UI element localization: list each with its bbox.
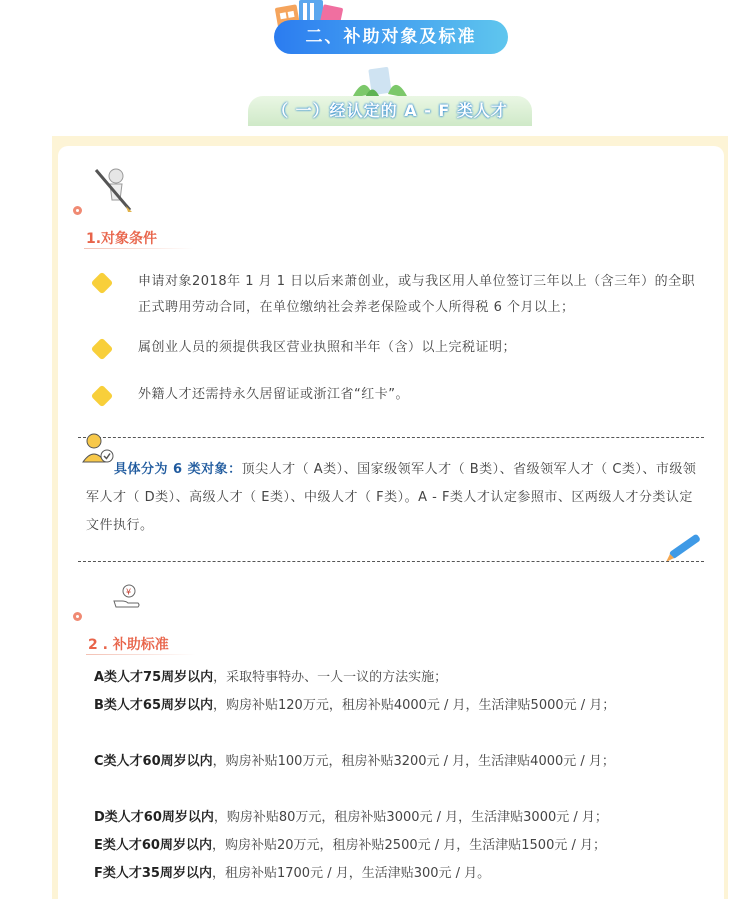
section-bullet-dot [73,206,82,215]
standard-label: F类人才35周岁以内 [94,866,212,881]
plant-deco-icon [350,64,410,100]
standard-row [94,664,694,692]
subsection-title-banner: （ 一）经认定的 A - F 类人才 [248,96,532,126]
standard-row [94,860,694,888]
standard-text: ，租房补贴1700元 / 月，生活津贴300元 / 月。 [211,866,491,881]
standard-text: ，购房补贴20万元，租房补贴2500元 / 月，生活津贴1500元 / 月； [211,838,606,853]
standard-label: A类人才75周岁以内 [94,670,214,685]
section-bullet-dot [73,612,82,621]
standard-label: D类人才60周岁以内 [94,810,214,825]
pen-icon [664,530,704,564]
condition-item: 外籍人才还需持永久居留证或浙江省“红卡”。 [138,387,409,402]
categories-lead: 具体分为 6 类对象： [114,462,242,477]
standard-text: ，购房补贴100万元，租房补贴3200元 / 月，生活津贴4000元 / 月； [212,754,615,769]
standard-row [94,832,694,860]
dashed-divider [78,561,704,562]
title-underline [84,248,194,249]
pencil-figure-icon [90,166,134,214]
svg-text:¥: ¥ [126,587,132,597]
standards-title: 2 . 补助标准 [88,637,169,653]
categories-text: 顶尖人才（ A类）、国家级领军人才（ B类）、省级领军人才（ C类）、市级领军人才（ D类）、高级人才（ E类）、中级人才（ F类）。A - F类人才认定参照市、区两级人才分类认定文件执行。 [86,462,697,533]
condition-item: 申请对象2018年 1 月 1 日以后来萧创业，或与我区用人单位签订三年以上（含三年）的全职正式聘用劳动合同，在单位缴纳社会养老保险或个人所得税 6 个月以上； [138,274,696,315]
dashed-divider [78,437,704,438]
condition-item: 属创业人员的须提供我区营业执照和半年（含）以上完税证明； [138,340,517,355]
categories-paragraph [86,456,698,540]
standard-text: ，购房补贴80万元，租房补贴3000元 / 月，生活津贴3000元 / 月； [213,810,608,825]
money-hand-icon [112,583,142,609]
standard-label: B类人才65周岁以内 [94,698,213,713]
standard-row [94,748,694,776]
conditions-title: 1.对象条件 [86,231,158,247]
standard-label: C类人才60周岁以内 [94,754,213,769]
title-underline [86,654,196,655]
standard-text: ，采取特事特办、一人一议的方法实施； [213,670,448,685]
standard-row [94,692,694,720]
standard-row [94,804,694,832]
standard-label: E类人才60周岁以内 [94,838,212,853]
section-title-banner: 二、补助对象及标准 [274,20,508,54]
standard-text: ，购房补贴120万元，租房补贴4000元 / 月，生活津贴5000元 / 月； [213,698,616,713]
